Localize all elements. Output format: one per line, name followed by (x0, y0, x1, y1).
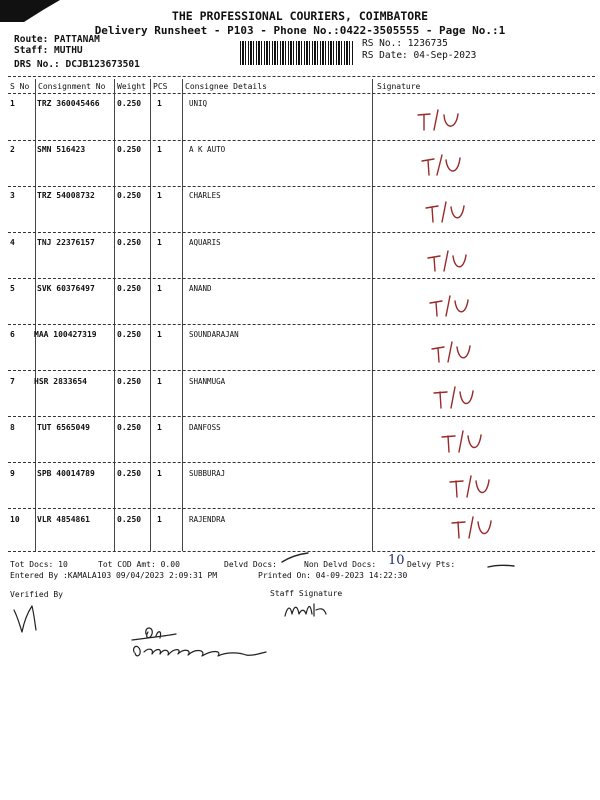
row-weight: 0.250 (117, 145, 142, 154)
row-consignee: DANFOSS (189, 423, 221, 432)
route-label: Route: PATTANAM (14, 34, 100, 45)
signature-tu-handwritten (426, 292, 496, 318)
column-divider (150, 79, 151, 551)
signature-tu-handwritten (438, 428, 508, 454)
row-weight: 0.250 (117, 99, 142, 108)
signature-tu-handwritten (418, 151, 488, 177)
row-weight: 0.250 (117, 238, 142, 247)
manager-signature (126, 622, 276, 664)
row-pcs: 1 (157, 191, 162, 200)
row-weight: 0.250 (117, 191, 142, 200)
row-consignee: A K AUTO (189, 145, 226, 154)
row-weight: 0.250 (117, 423, 142, 432)
row-consignment-no: MAA 100427319 (34, 330, 97, 339)
column-header-sno: S No (10, 82, 30, 91)
row-sno: 7 (10, 377, 15, 386)
non-delivered-count-handwritten: 10 (388, 553, 405, 568)
row-pcs: 1 (157, 99, 162, 108)
row-sno: 2 (10, 145, 15, 154)
row-sno: 3 (10, 191, 15, 200)
row-consignment-no: SPB 40014789 (37, 469, 95, 478)
row-pcs: 1 (157, 515, 162, 524)
column-divider (114, 79, 115, 551)
row-weight: 0.250 (117, 377, 142, 386)
row-divider (8, 416, 595, 417)
staff-signature (282, 596, 332, 622)
total-cod-amount: Tot COD Amt: 0.00 (98, 560, 180, 569)
column-divider (372, 79, 373, 551)
row-consignment-no: SMN 516423 (37, 145, 86, 154)
row-consignment-no: TNJ 22376157 (37, 238, 95, 247)
non-delivered-docs: Non Delvd Docs: (304, 560, 377, 569)
row-consignee: SUBBURAJ (189, 469, 226, 478)
rs-number: RS No.: 1236735 (362, 38, 448, 49)
row-weight: 0.250 (117, 284, 142, 293)
row-weight: 0.250 (117, 515, 142, 524)
row-consignee: CHARLES (189, 191, 221, 200)
column-divider (35, 79, 36, 551)
runsheet-subtitle: Delivery Runsheet - P103 - Phone No.:0422-3505555 - Page No.:1 (94, 24, 506, 37)
rs-date: RS Date: 04-Sep-2023 (362, 50, 477, 61)
entered-by: Entered By :KAMALA103 09/04/2023 2:09:31 PM (10, 571, 218, 580)
column-header-consignee: Consignee Details (185, 82, 267, 91)
column-header-consignment: Consignment No (38, 82, 106, 91)
row-pcs: 1 (157, 469, 162, 478)
delivery-points: Delvy Pts: (407, 560, 456, 569)
drs-number: DRS No.: DCJB123673501 (14, 59, 140, 70)
row-divider (8, 140, 595, 141)
row-sno: 9 (10, 469, 15, 478)
column-header-pcs: PCS (153, 82, 168, 91)
verifier-signature (10, 600, 50, 636)
row-consignee: UNIQ (189, 99, 208, 108)
verified-by-label: Verified By (10, 590, 63, 599)
row-pcs: 1 (157, 377, 162, 386)
row-sno: 6 (10, 330, 15, 339)
row-consignment-no: HSR 2833654 (34, 377, 87, 386)
row-consignee: AQUARIS (189, 238, 221, 247)
row-consignment-no: TUT 6565049 (37, 423, 90, 432)
row-consignee: SOUNDARAJAN (189, 330, 239, 339)
row-consignment-no: VLR 4854861 (37, 515, 90, 524)
row-sno: 1 (10, 99, 15, 108)
row-pcs: 1 (157, 330, 162, 339)
printed-on: Printed On: 04-09-2023 14:22:30 (258, 571, 408, 580)
row-sno: 8 (10, 423, 15, 432)
row-consignee: ANAND (189, 284, 212, 293)
row-consignee: SHANMUGA (189, 377, 226, 386)
row-pcs: 1 (157, 284, 162, 293)
column-divider (182, 79, 183, 551)
column-header-weight: Weight (117, 82, 146, 91)
signature-tu-handwritten (428, 338, 498, 364)
signature-tu-handwritten (422, 198, 492, 224)
row-divider (8, 324, 595, 325)
row-consignment-no: TRZ 54008732 (37, 191, 95, 200)
row-weight: 0.250 (117, 330, 142, 339)
row-divider (8, 462, 595, 463)
row-pcs: 1 (157, 238, 162, 247)
row-divider (8, 232, 595, 233)
row-pcs: 1 (157, 145, 162, 154)
row-consignee: RAJENDRA (189, 515, 226, 524)
signature-tu-handwritten (414, 106, 484, 132)
barcode (240, 41, 353, 65)
row-sno: 10 (10, 515, 20, 524)
signature-tu-handwritten (424, 247, 494, 273)
row-weight: 0.250 (117, 469, 142, 478)
staff-signature-label: Staff Signature (270, 589, 343, 598)
signature-tu-handwritten (446, 473, 516, 499)
total-docs: Tot Docs: 10 (10, 560, 68, 569)
table-header-rule (8, 93, 595, 94)
staff-label: Staff: MUTHU (14, 45, 83, 56)
row-sno: 5 (10, 284, 15, 293)
table-top-rule (8, 76, 595, 77)
handwritten-dash (486, 560, 516, 572)
row-divider (8, 186, 595, 187)
row-pcs: 1 (157, 423, 162, 432)
row-consignment-no: SVK 60376497 (37, 284, 95, 293)
column-header-signature: Signature (377, 82, 421, 91)
company-title: THE PROFESSIONAL COURIERS, COIMBATORE (171, 9, 429, 23)
row-sno: 4 (10, 238, 15, 247)
row-divider (8, 278, 595, 279)
row-consignment-no: TRZ 360045466 (37, 99, 100, 108)
signature-tu-handwritten (430, 384, 500, 410)
row-divider (8, 370, 595, 371)
row-divider (8, 508, 595, 509)
delivered-docs: Delvd Docs: (224, 560, 277, 569)
signature-tu-handwritten (448, 514, 518, 540)
